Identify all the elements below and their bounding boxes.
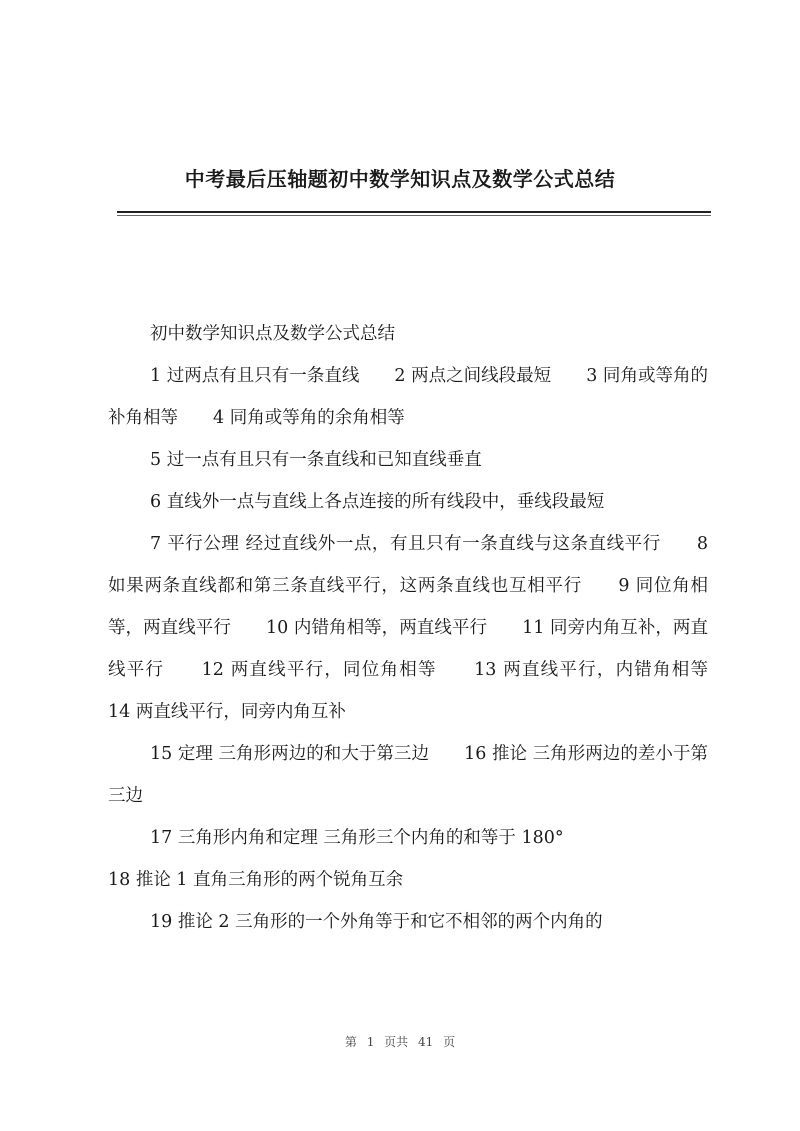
paragraph: 1 过两点有且只有一条直线 2 两点之间线段最短 3 同角或等角的补角相等 4 同角或等角的余角相等 — [108, 366, 708, 428]
paragraph: 18 推论 1 直角三角形的两个锐角互余 — [108, 870, 404, 890]
paragraph: 19 推论 2 三角形的一个外角等于和它不相邻的两个内角的 — [150, 912, 603, 932]
footer-prefix: 第 — [344, 1035, 357, 1049]
document-body — [108, 313, 743, 943]
paragraph: 5 过一点有且只有一条直线和已知直线垂直 — [150, 450, 482, 470]
footer-page-number: 1 — [366, 1035, 375, 1049]
footer-middle: 页共 — [384, 1035, 409, 1049]
footer-suffix: 页 — [443, 1035, 456, 1049]
footer-page-total: 41 — [418, 1035, 434, 1049]
paragraph: 6 直线外一点与直线上各点连接的所有线段中，垂线段最短 — [150, 492, 605, 512]
title-underline-thin — [117, 215, 711, 216]
title-underline — [117, 211, 711, 213]
page-footer — [0, 1033, 800, 1050]
paragraph: 15 定理 三角形两边的和大于第三边 16 推论 三角形两边的差小于第三边 — [108, 744, 708, 806]
paragraph: 7 平行公理 经过直线外一点，有且只有一条直线与这条直线平行 8 如果两条直线都和第三条直线平行，这两条直线也互相平行 9 同位角相等，两直线平行 10 内错角相等，两直线平行 11 同旁内角互补，两直线平行 12 两直线平行，同位角相等 13 两直线平行，内错角相等 14 两直线平行，同旁内角互补 — [108, 534, 743, 722]
paragraph: 初中数学知识点及数学公式总结 — [150, 324, 395, 344]
paragraph: 17 三角形内角和定理 三角形三个内角的和等于 180° — [150, 828, 564, 848]
document-title: 中考最后压轴题初中数学知识点及数学公式总结 — [184, 167, 616, 191]
